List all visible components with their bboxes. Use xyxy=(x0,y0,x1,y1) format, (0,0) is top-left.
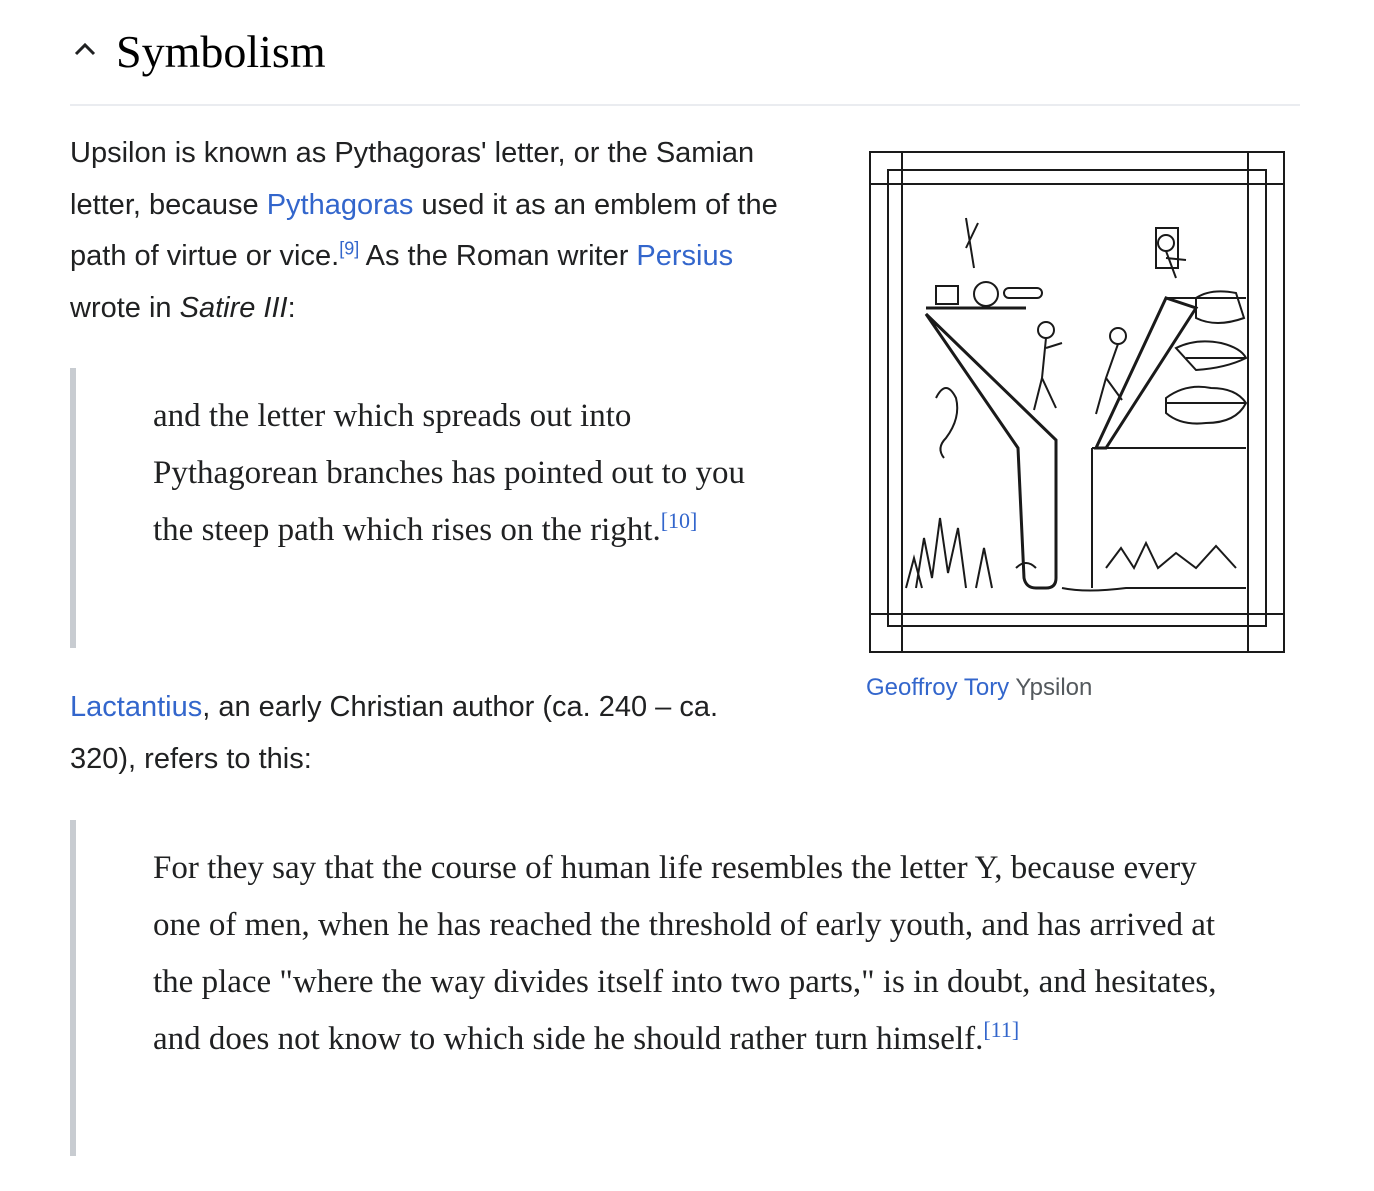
reference-11[interactable]: [11] xyxy=(983,1017,1020,1042)
section-heading[interactable] xyxy=(70,18,1300,106)
ypsilon-woodcut-image[interactable] xyxy=(866,148,1296,658)
blockquote-lactantius xyxy=(70,820,1276,1156)
quote-text: and the letter which spreads out into Pythagorean branches has pointed out to you the steep path which rises on the right.[10] xyxy=(153,398,746,548)
link-lactantius[interactable]: Lactantius xyxy=(70,691,203,723)
link-persius[interactable]: Persius xyxy=(636,240,734,272)
paragraph-lactantius: Lactantius, an early Christian author (ca. 240 – ca. 320), refers to this: xyxy=(70,691,719,775)
link-geoffroy-tory[interactable]: Geoffroy Tory xyxy=(866,674,1010,701)
link-pythagoras[interactable]: Pythagoras xyxy=(266,188,414,221)
blockquote-persius xyxy=(70,368,796,648)
work-title: Satire III xyxy=(179,291,288,324)
quote-text: For they say that the course of human life resembles the letter Y, because every one of men, when he has reached the threshold of early youth, and has arrived at the place "where the way divides itself into two parts," is in doubt, and hesitates, and does not know to which side he should rather turn himself.[11] xyxy=(153,850,1217,1057)
reference-10[interactable]: [10] xyxy=(660,508,698,533)
figure-caption: Geoffroy Tory Ypsilon xyxy=(866,674,1093,701)
section-title: Symbolism xyxy=(116,26,326,77)
paragraph-intro: Upsilon is known as Pythagoras' letter, or the Samian letter, because Pythagoras used it as an emblem of the path of virtue or vice.[9] As the Roman writer Persius wrote in Satire III: xyxy=(70,137,778,324)
reference-9[interactable]: [9] xyxy=(339,238,360,259)
chevron-up-icon[interactable] xyxy=(72,36,98,62)
